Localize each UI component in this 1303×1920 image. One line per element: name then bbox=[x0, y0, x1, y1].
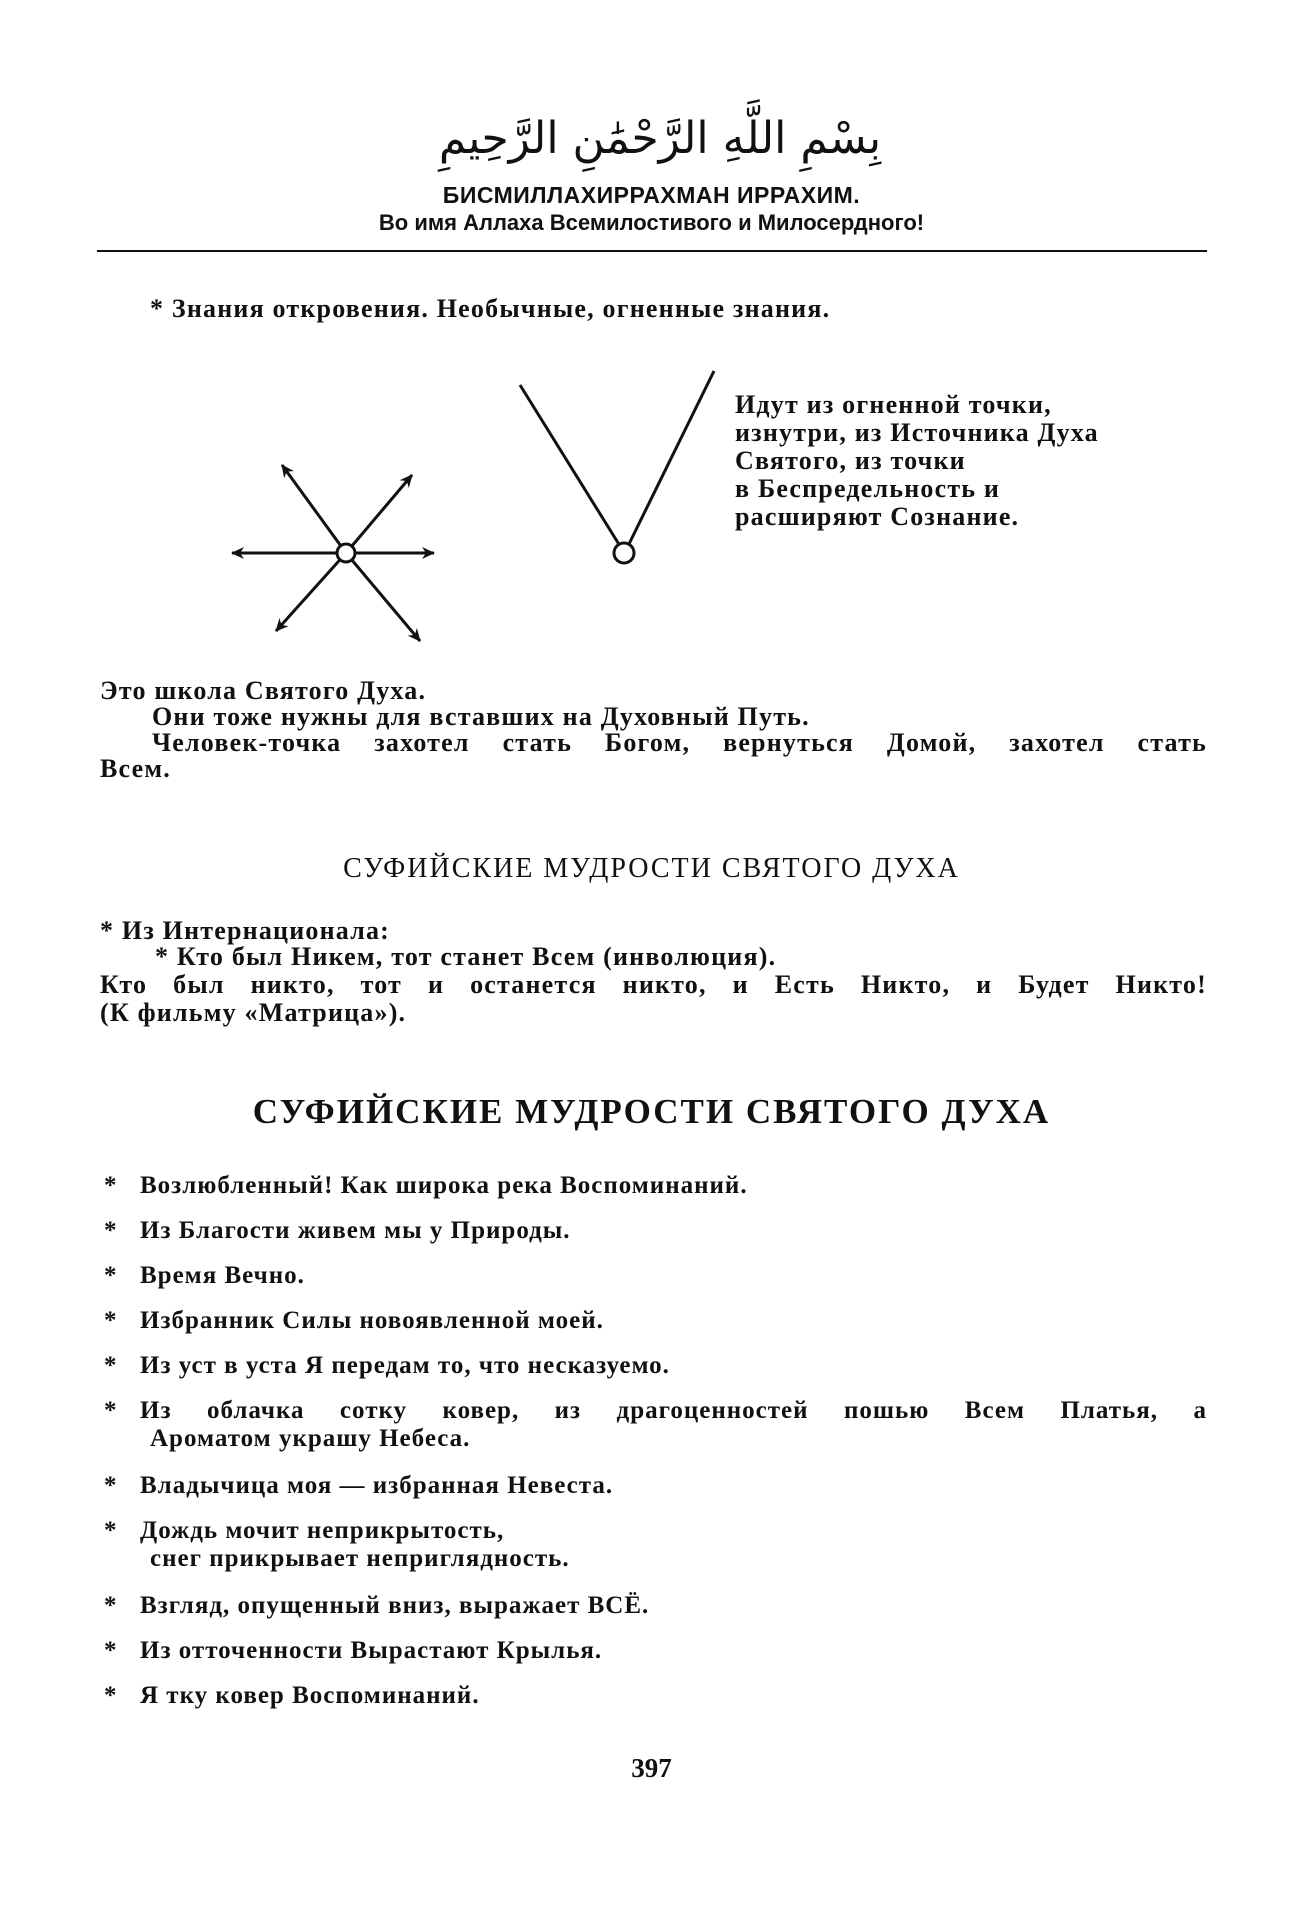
paragraph-line: Человек-точка захотел стать Богом, вернуться Домой, захотел стать bbox=[152, 728, 1207, 757]
section-line: * Кто был Никем, тот станет Всем (инволюция). bbox=[155, 942, 777, 971]
list-item: Дождь мочит неприкрытость, bbox=[140, 1517, 505, 1544]
list-item: Время Вечно. bbox=[140, 1262, 305, 1289]
radiating-star bbox=[232, 465, 434, 641]
list-item: Возлюбленный! Как широка река Воспоминаний. bbox=[140, 1172, 748, 1199]
list-bullet: * bbox=[104, 1397, 118, 1424]
arrow-down-left bbox=[276, 553, 346, 631]
fire-point-diagram bbox=[220, 365, 740, 665]
diagram-caption-line: в Беспредельность и bbox=[735, 474, 1001, 503]
list-item: Из уст в уста Я передам то, что несказуемо. bbox=[140, 1352, 670, 1379]
section-heading: СУФИЙСКИЕ МУДРОСТИ СВЯТОГО ДУХА bbox=[343, 853, 960, 884]
list-bullet: * bbox=[104, 1307, 118, 1334]
diagram-caption-line: изнутри, из Источника Духа bbox=[735, 418, 1099, 447]
v-right-line bbox=[628, 371, 714, 546]
arabic-text: بِسْمِ اللَّهِ الرَّحْمَٰنِ الرَّحِيمِ bbox=[438, 113, 882, 164]
header-translation: Во имя Аллаха Всемилостивого и Милосердного! bbox=[378, 210, 925, 235]
paragraph-line: Это школа Святого Духа. bbox=[100, 676, 427, 705]
list-item: Из облачка сотку ковер, из драгоценностей пошью Всем Платья, а bbox=[140, 1397, 1207, 1424]
section-line: Кто был никто, тот и останется никто, и Есть Никто, и Будет Никто! bbox=[100, 970, 1207, 999]
diagram-caption-line: расширяют Сознание. bbox=[735, 502, 1020, 531]
section-line: (К фильму «Матрица»). bbox=[100, 998, 407, 1027]
section-line: * Из Интернационала: bbox=[100, 916, 391, 945]
arrow-down-right bbox=[346, 553, 420, 641]
arrow-up-left bbox=[282, 465, 346, 553]
list-item-continuation: Ароматом украшу Небеса. bbox=[150, 1425, 471, 1452]
section-heading-large: СУФИЙСКИЕ МУДРОСТИ СВЯТОГО ДУХА bbox=[252, 1092, 1051, 1131]
list-bullet: * bbox=[104, 1592, 118, 1619]
center-point bbox=[337, 544, 355, 562]
list-bullet: * bbox=[104, 1472, 118, 1499]
list-bullet: * bbox=[104, 1682, 118, 1709]
list-bullet: * bbox=[104, 1637, 118, 1664]
paragraph-line: Они тоже нужны для вставших на Духовный Путь. bbox=[152, 702, 810, 731]
list-bullet: * bbox=[104, 1262, 118, 1289]
list-item: Я тку ковер Воспоминаний. bbox=[140, 1682, 480, 1709]
paragraph-line: Всем. bbox=[100, 754, 171, 783]
list-bullet: * bbox=[104, 1217, 118, 1244]
page-number: 397 bbox=[631, 1753, 672, 1783]
list-item: Из Благости живем мы у Природы. bbox=[140, 1217, 571, 1244]
v-left-line bbox=[520, 385, 620, 546]
diagram-caption-line: Святого, из точки bbox=[735, 446, 966, 475]
list-item: Из отточенности Вырастают Крылья. bbox=[140, 1637, 603, 1664]
list-bullet: * bbox=[104, 1517, 118, 1544]
v-shape bbox=[520, 371, 714, 563]
header-divider bbox=[97, 250, 1207, 252]
diagram-caption-line: Идут из огненной точки, bbox=[735, 390, 1052, 419]
list-item: Избранник Силы новоявленной моей. bbox=[140, 1307, 604, 1334]
bismillah-calligraphy bbox=[438, 95, 882, 175]
list-item-continuation: снег прикрывает неприглядность. bbox=[150, 1545, 570, 1572]
header-transliteration: БИСМИЛЛАХИРРАХМАН ИРРАХИМ. bbox=[442, 182, 861, 208]
list-item: Владычица моя — избранная Невеста. bbox=[140, 1472, 614, 1499]
list-item: Взгляд, опущенный вниз, выражает ВСЁ. bbox=[140, 1592, 650, 1619]
arrow-up-right bbox=[346, 475, 412, 553]
list-bullet: * bbox=[104, 1352, 118, 1379]
v-point bbox=[614, 543, 634, 563]
list-bullet: * bbox=[104, 1172, 118, 1199]
intro-line: * Знания откровения. Необычные, огненные знания. bbox=[150, 294, 831, 323]
